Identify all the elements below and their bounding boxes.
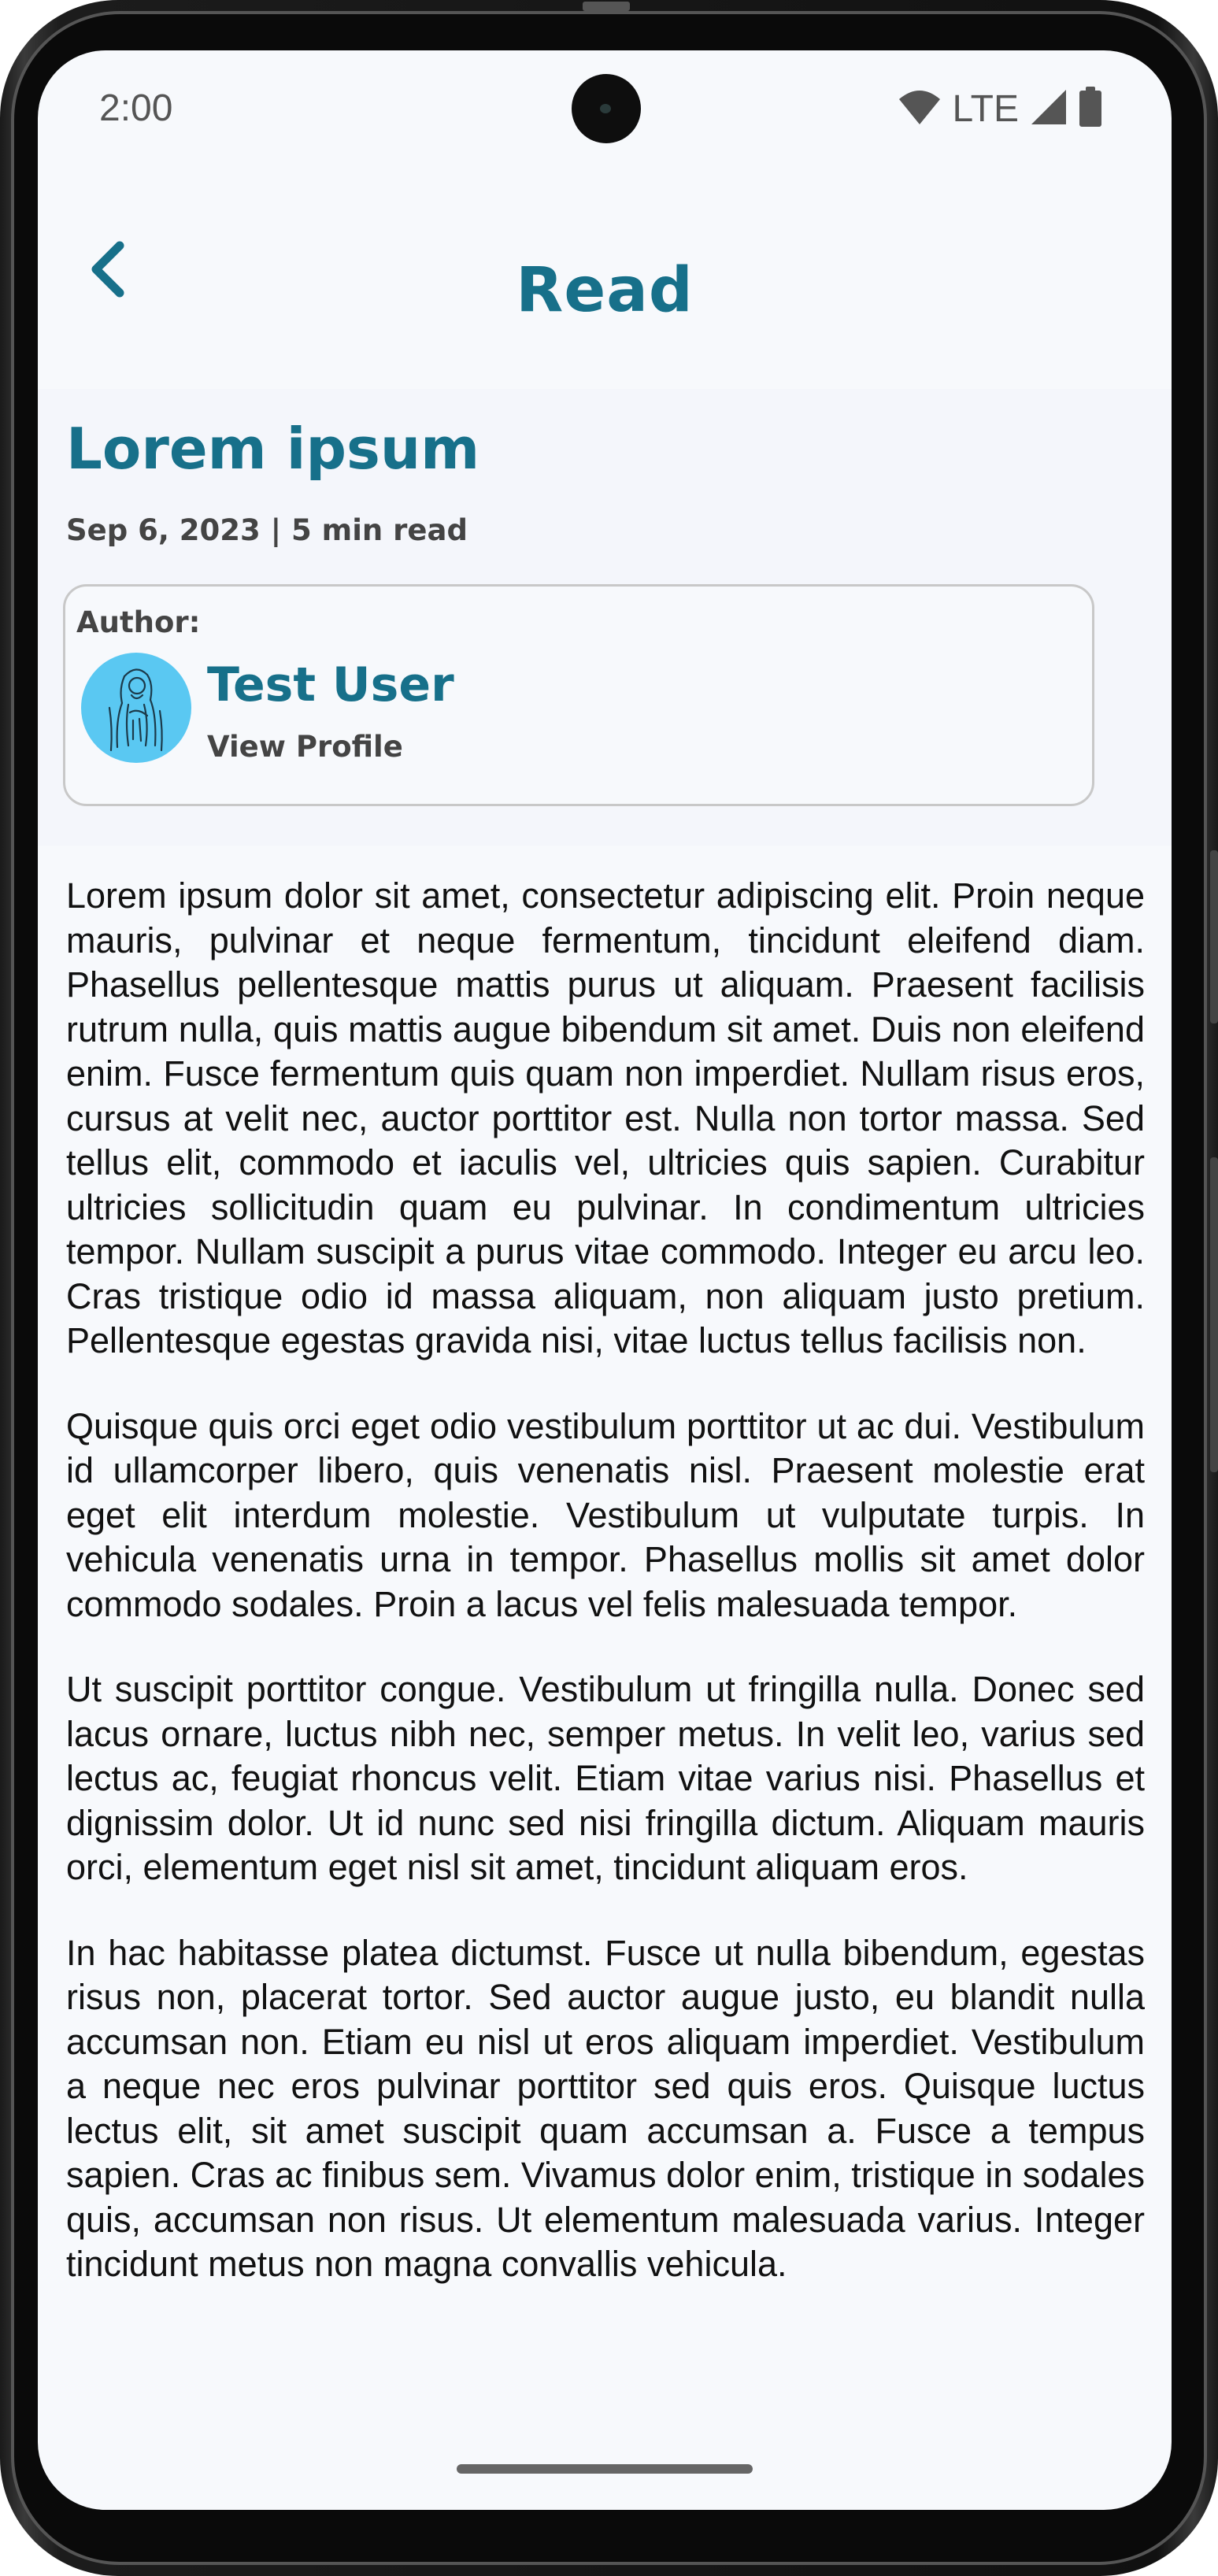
status-time: 2:00 bbox=[99, 87, 173, 129]
author-name[interactable]: Test User bbox=[207, 657, 454, 712]
view-profile-link[interactable]: View Profile bbox=[207, 730, 403, 764]
page-title: Read bbox=[516, 255, 694, 326]
avatar[interactable] bbox=[81, 653, 191, 763]
battery-icon bbox=[1079, 87, 1102, 131]
article-paragraph: Quisque quis orci eget odio vestibulum porttitor ut ac dui. Vestibulum id ullamcorper libero, quis venenatis nisl. Praesent molestie erat eget elit interdum molestie. Vestibulum ut vulputate turpis. In vehicula venenatis urna in tempor. Phasellus mollis sit amet dolor commodo sodales. Proin a lacus vel felis malesuada tempor. bbox=[66, 1405, 1145, 1624]
author-label: Author: bbox=[76, 605, 201, 639]
frame-top-edge bbox=[583, 2, 630, 11]
top-app-bar bbox=[38, 208, 1172, 326]
volume-button bbox=[1210, 1157, 1218, 1472]
wifi-icon bbox=[898, 88, 942, 129]
article-paragraph: Ut suscipit porttitor congue. Vestibulum ut fringilla nulla. Donec sed lacus ornare, luctus nibh nec, semper metus. In velit leo, varius sed lectus ac, feugiat rhoncus velit. Etiam vitae varius nisi. Phasellus et dignissim dolor. Ut id nunc sed nisi fringilla dictum. Aliquam mauris orci, elementum eget nisl sit amet, tincidunt aliquam eros. bbox=[66, 1669, 1145, 1887]
gesture-navigation-bar[interactable] bbox=[457, 2464, 753, 2474]
article-body[interactable] bbox=[66, 874, 1145, 2480]
avatar-illustration bbox=[81, 653, 191, 763]
author-card[interactable] bbox=[63, 584, 1094, 806]
article-title: Lorem ipsum bbox=[66, 416, 480, 482]
article-meta: Sep 6, 2023 | 5 min read bbox=[66, 513, 468, 547]
signal-icon bbox=[1030, 88, 1068, 129]
article-header bbox=[38, 389, 1172, 846]
network-type-label: LTE bbox=[952, 87, 1019, 130]
status-bar bbox=[38, 50, 1172, 168]
screen bbox=[38, 50, 1172, 2510]
status-icons bbox=[898, 85, 1102, 132]
front-camera bbox=[572, 74, 641, 143]
article-paragraph: Lorem ipsum dolor sit amet, consectetur adipiscing elit. Proin neque mauris, pulvinar et neque fermentum, tincidunt eleifend diam. Phasellus pellentesque mattis purus ut aliquam. Praesent facilisis rutrum nulla, quis mattis augue bibendum sit amet. Duis non eleifend enim. Fusce fermentum quis quam non imperdiet. Nullam risus eros, cursus at velit nec, auctor porttitor est. Nulla non tortor massa. Sed tellus elit, commodo et iaculis vel, ultricies quis sapien. Curabitur ultricies sollicitudin quam eu pulvinar. In condimentum ultricies tempor. Nullam suscipit a purus vitae commodo. Integer eu arcu leo. Cras tristique odio id massa aliquam, non aliquam justo pretium. Pellentesque egestas gravida nisi, vitae luctus tellus facilisis non. bbox=[66, 875, 1145, 1360]
article-paragraph: In hac habitasse platea dictumst. Fusce ut nulla bibendum, egestas risus non, placerat tortor. Sed auctor augue justo, eu blandit nulla accumsan non. Etiam eu nisl ut eros aliquam imperdiet. Vestibulum a neque nec eros pulvinar porttitor sed quis eros. Quisque luctus lectus elit, sit amet suscipit quam accumsan a. Fusce a tempus sapien. Cras ac finibus sem. Vivamus dolor enim, tristique in sodales quis, accumsan non risus. Ut elementum malesuada varius. Integer tincidunt metus non magna convallis vehicula. bbox=[66, 1932, 1145, 2284]
power-button bbox=[1210, 850, 1218, 1023]
